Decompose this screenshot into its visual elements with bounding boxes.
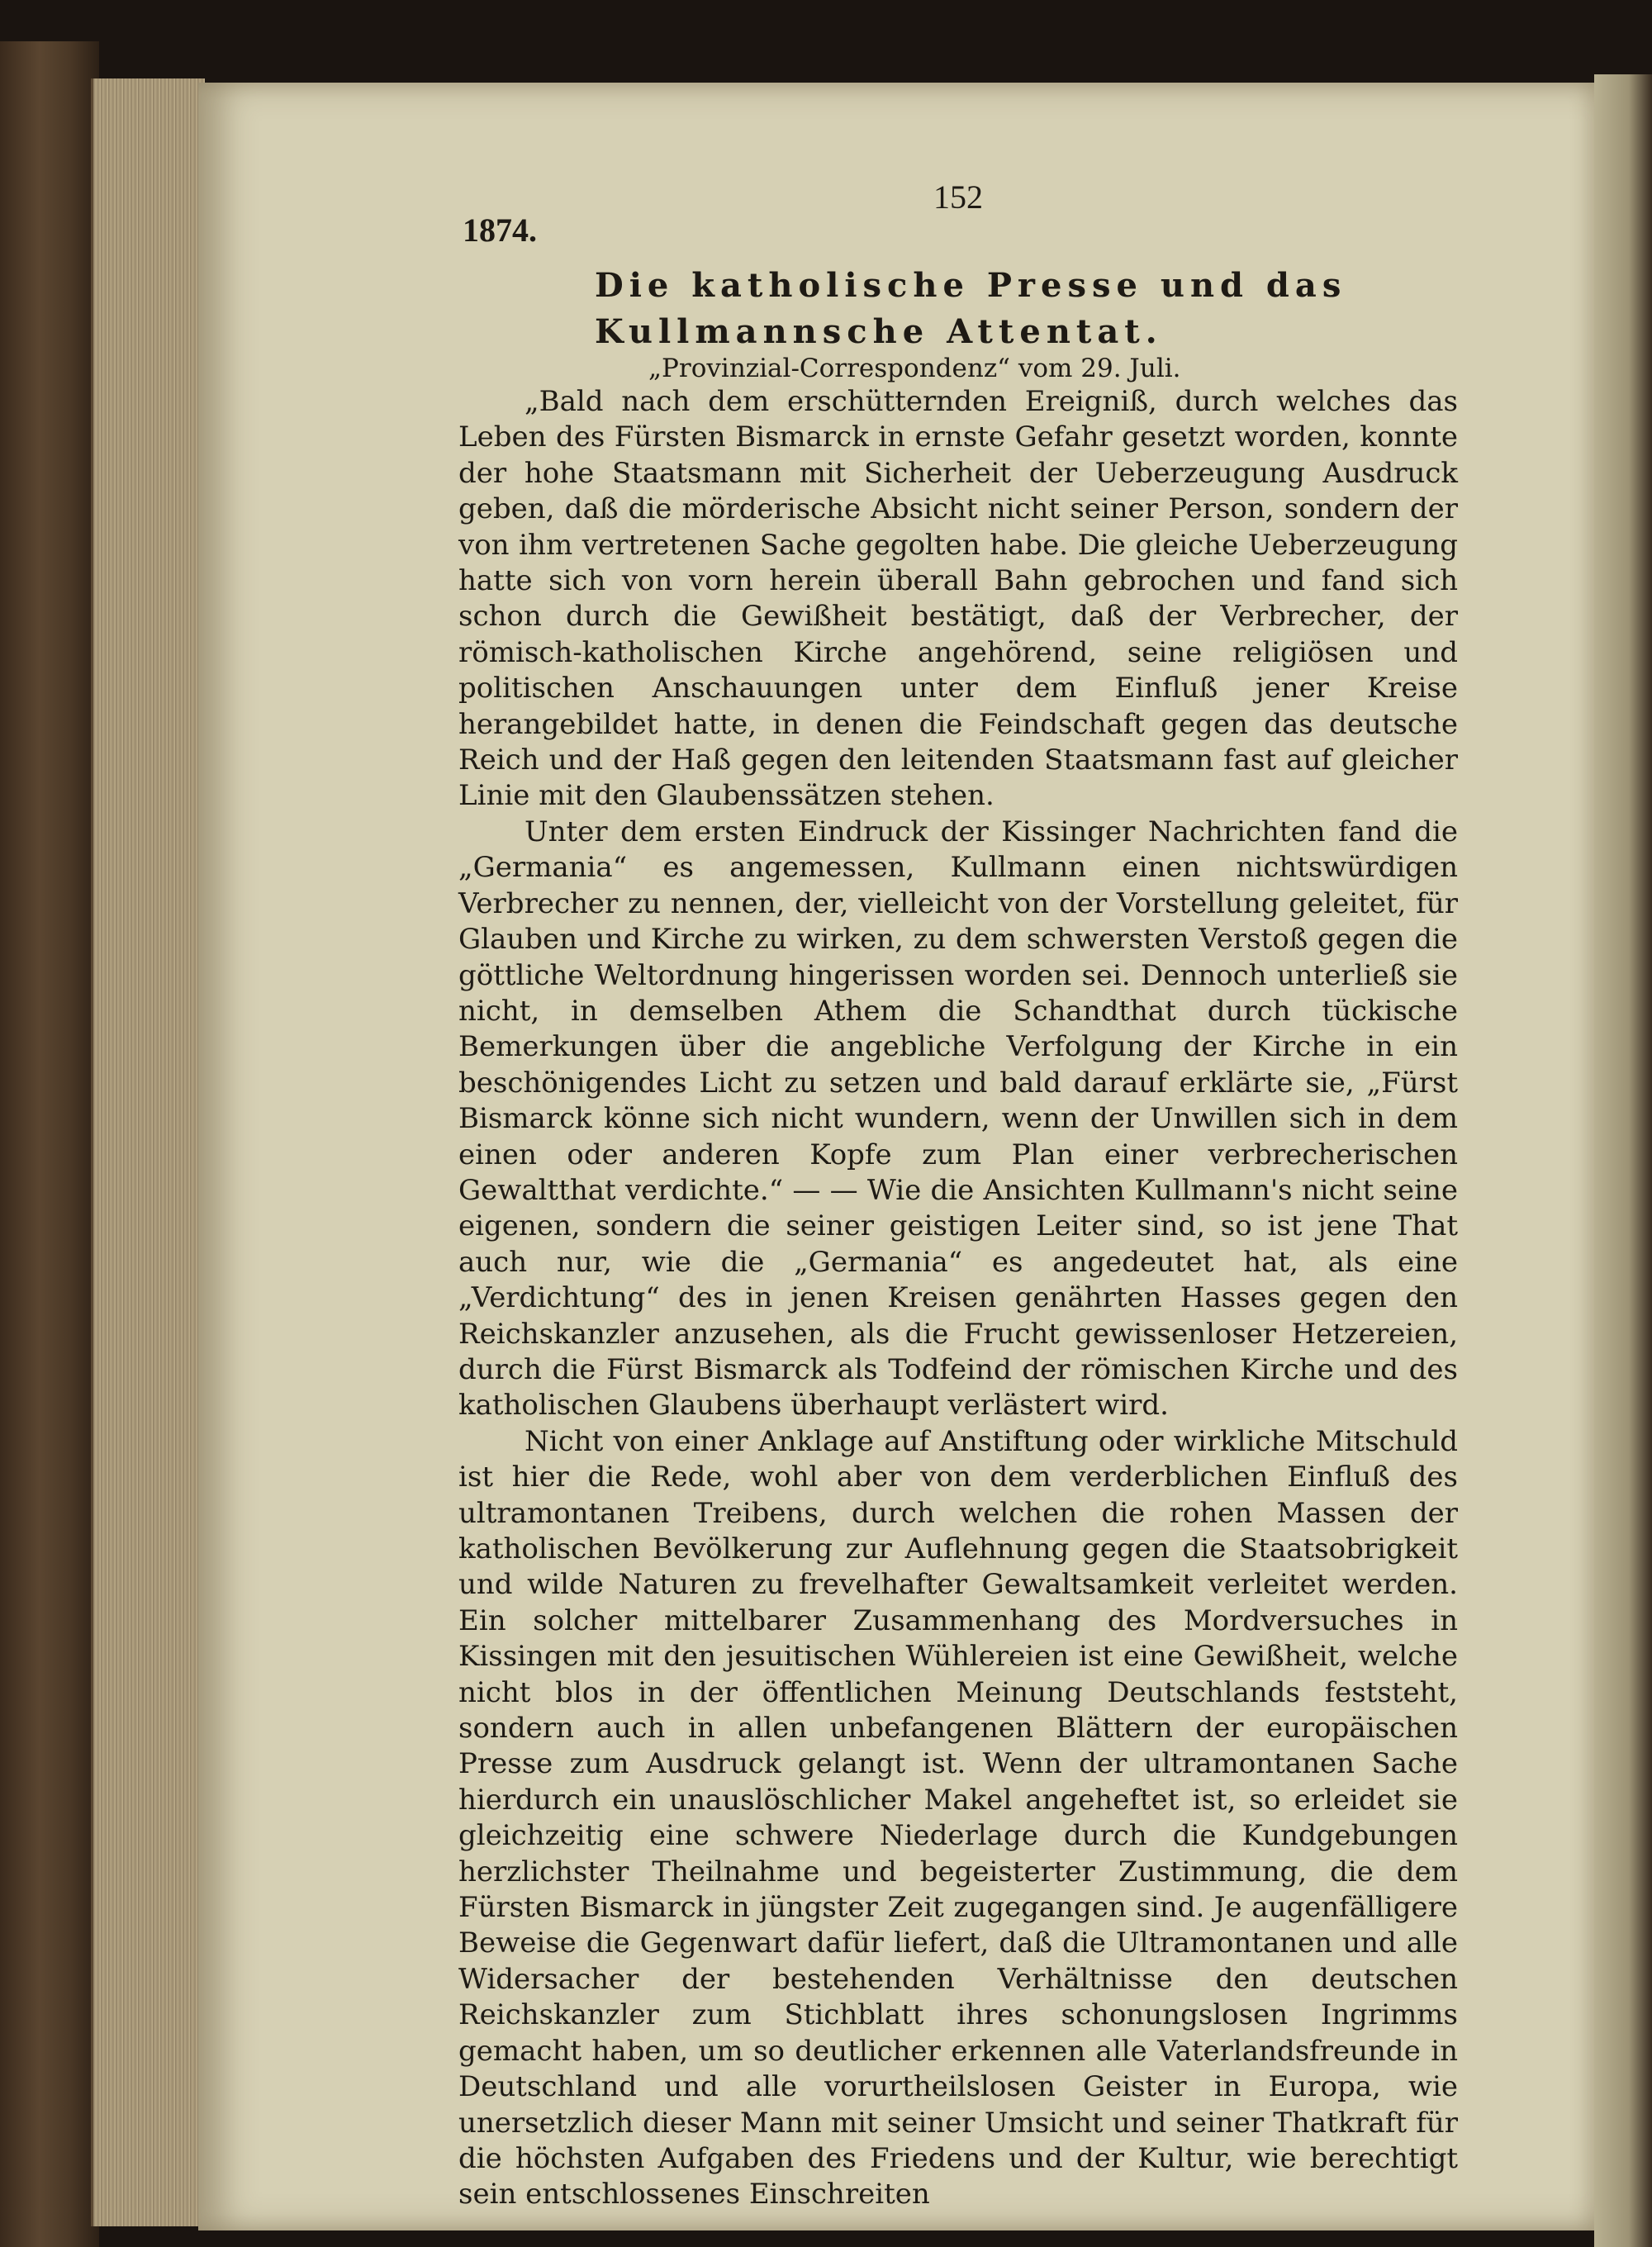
paragraph-3: Nicht von einer Anklage auf Anstiftung oder wirkliche Mitschuld ist hier die Rede, wohl aber von dem verderblichen Einfluß des ultramontanen Treibens, durch welchen die rohen Massen der katholischen Bevölkerung zur Auflehnung gegen die Staatsobrigkeit und wilde Naturen zu frevelhafter Gewaltsamkeit verleitet werden. Ein solcher mittelbarer Zusammenhang des Mordversuches in Kissingen mit den jesuitischen Wühlereien ist eine Gewißheit, welche nicht blos in der öffentlichen Meinung Deutschlands feststeht, sondern auch in allen unbefangenen Blättern der europäischen Presse zum Ausdruck gelangt ist. Wenn der ultramontanen Sache hierdurch ein unauslöschlicher Makel angeheftet ist, so erleidet sie gleichzeitig eine schwere Niederlage durch die Kundgebungen herzlichster Theilnahme und begeisterter Zustimmung, die dem Fürsten Bismarck in jüngster Zeit zugegangen sind. Je augenfälligere Beweise die Gegenwart dafür liefert, daß die Ultramontanen und alle Widersacher der bestehenden Verhältnisse den deutschen Reichskanzler zum Stichblatt ihres schonungslosen Ingrimms gemacht haben, um so deutlicher erkennen alle Vaterlandsfreunde in Deutschland und alle vorurtheilslosen Geister in Europa, wie unersetzlich dieser Mann mit seiner Umsicht und seiner Thatkraft für die höchsten Aufgaben des Friedens und der Kultur, wie berechtigt sein entschlossenes Einschreiten [458,1424,1458,2211]
page-edge-right [1594,74,1652,2247]
book-cover-left [0,41,99,2247]
article-source: „Provinzial-Correspondenz“ vom 29. Juli. [648,354,1181,383]
article-title: Die katholische Presse und das Kullmannsche Attentat. [595,266,1347,351]
paragraph-1: „Bald nach dem erschütternden Ereigniß, durch welches das Leben des Fürsten Bismarck in ernste Gefahr gesetzt worden, konnte der hohe Staatsmann mit Sicherheit der Ueberzeugung Ausdruck geben, daß die mörderische Absicht nicht seiner Person, sondern der von ihm vertretenen Sache gegolten habe. Die gleiche Ueberzeugung hatte sich von vorn herein überall Bahn gebrochen und fand sich schon durch die Gewißheit bestätigt, daß der Verbrecher, der römisch-katholischen Kirche angehörend, seine religiösen und politischen Anschauungen unter dem Einfluß jener Kreise herangebildet hatte, in denen die Feindschaft gegen das deutsche Reich und der Haß gegen den leitenden Staatsmann fast auf gleicher Linie mit den Glaubenssätzen stehen. [458,385,1458,813]
page-edges-left [91,78,205,2226]
year-heading: 1874. [463,211,537,249]
page-number: 152 [933,178,983,216]
article-body [458,384,1458,2213]
paragraph-2: Unter dem ersten Eindruck der Kissinger Nachrichten fand die „Germania“ es angemessen, Kullmann einen nichtswürdigen Verbrecher zu nennen, der, vielleicht von der Vorstellung geleitet, für Glauben und Kirche zu wirken, zu dem schwersten Verstoß gegen die göttliche Weltordnung hingerissen worden sei. Dennoch unterließ sie nicht, in demselben Athem die Schandthat durch tückische Bemerkungen über die angebliche Verfolgung der Kirche in ein beschönigendes Licht zu setzen und bald darauf erklärte sie, „Fürst Bismarck könne sich nicht wundern, wenn der Unwillen sich in dem einen oder anderen Kopfe zum Plan einer verbrecherischen Gewaltthat verdichte.“ — — Wie die Ansichten Kullmann's nicht seine eigenen, sondern die seiner geistigen Leiter sind, so ist jene That auch nur, wie die „Germania“ es angedeutet hat, als eine „Verdichtung“ des in jenen Kreisen genährten Hasses gegen den Reichskanzler anzusehen, als die Frucht gewissenloser Hetzereien, durch die Fürst Bismarck als Todfeind der römischen Kirche und des katholischen Glaubens überhaupt verlästert wird. [458,815,1458,1423]
